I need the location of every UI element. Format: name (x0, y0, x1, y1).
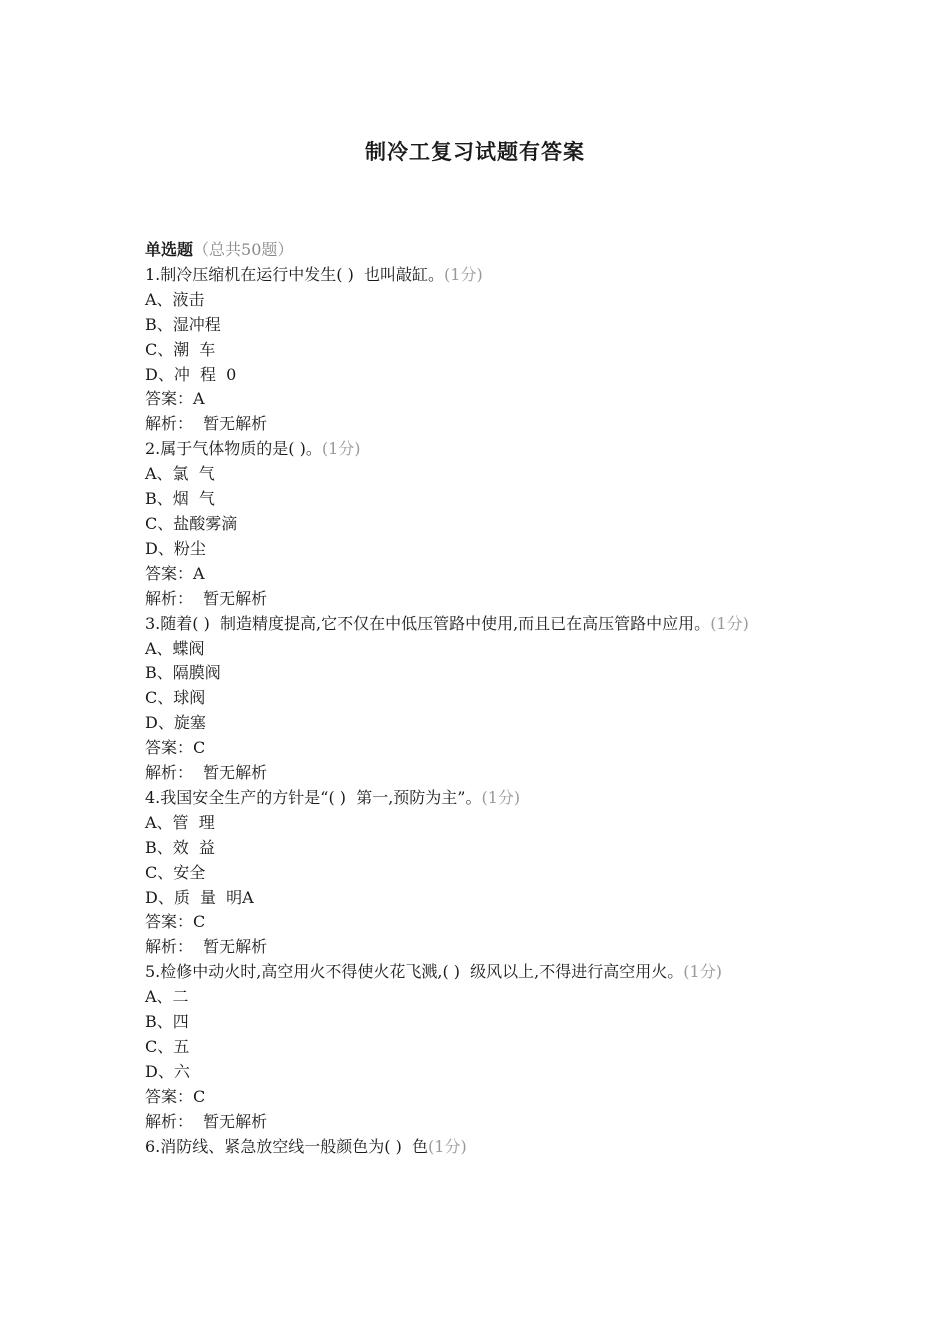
option-a: A、蝶阀 (145, 638, 205, 658)
analysis: 解析： 暂无解析 (145, 937, 268, 957)
option-a: A、管 理 (145, 812, 215, 832)
option-b: B、效 益 (145, 837, 215, 857)
option-b: B、烟 气 (145, 489, 215, 509)
answer: 答案：C (145, 738, 206, 758)
question-stem-text: 6.消防线、紧急放空线一般颜色为( ) 色 (145, 1136, 429, 1156)
analysis: 解析： 暂无解析 (145, 763, 268, 783)
analysis: 解析： 暂无解析 (145, 588, 268, 608)
option-c: C、盐酸雾滴 (145, 513, 238, 533)
option-c: C、潮 车 (145, 339, 216, 359)
question-score: (1分) (444, 264, 483, 284)
question-score: (1分) (481, 787, 521, 807)
option-a: A、二 (145, 987, 189, 1007)
question-stem-text: 1.制冷压缩机在运行中发生( ) 也叫敲缸。 (145, 264, 445, 284)
option-b: B、湿冲程 (145, 314, 221, 334)
question-list (145, 238, 805, 1160)
question-stem-text: 4.我国安全生产的方针是“( ) 第一,预防为主”。 (145, 787, 482, 807)
question-stem (145, 786, 805, 811)
option-d: D、旋塞 (145, 713, 206, 733)
section-heading (145, 238, 805, 263)
question-score: (1分) (683, 962, 722, 982)
option-d: D、质 量 明A (145, 887, 254, 907)
answer: 答案：A (145, 389, 205, 409)
question-stem (145, 437, 805, 462)
question-stem-text: 5.检修中动火时,高空用火不得使火花飞溅,( ) 级风以上,不得进行高空用火。 (145, 962, 684, 982)
option-a: A、氯 气 (145, 464, 215, 484)
question-stem (145, 1135, 805, 1160)
analysis: 解析： 暂无解析 (145, 414, 268, 434)
section-note: （总共50题） (193, 240, 294, 259)
question-stem (145, 960, 805, 985)
option-d: D、六 (145, 1061, 190, 1081)
question-score: (1分) (428, 1136, 467, 1156)
option-c: C、球阀 (145, 688, 206, 708)
answer: 答案：C (145, 1086, 206, 1106)
option-d: D、粉尘 (145, 538, 206, 558)
option-d: D、冲 程 0 (145, 364, 237, 384)
option-c: C、安全 (145, 862, 206, 882)
question-score: (1分) (710, 613, 749, 633)
question-score: (1分) (321, 439, 361, 459)
answer: 答案：A (145, 563, 205, 583)
question-stem (145, 612, 805, 637)
question-stem-text: 3.随着( ) 制造精度提高,它不仅在中低压管路中使用,而且已在高压管路中应用。 (145, 613, 711, 633)
question-stem-text: 2.属于气体物质的是( )。 (145, 439, 322, 459)
option-b: B、隔膜阀 (145, 663, 221, 683)
option-a: A、液击 (145, 289, 205, 309)
option-c: C、五 (145, 1037, 190, 1056)
question-stem (145, 263, 805, 288)
answer: 答案：C (145, 912, 206, 932)
analysis: 解析： 暂无解析 (145, 1111, 268, 1131)
option-b: B、四 (145, 1012, 189, 1032)
section-heading-text: 单选题 (145, 240, 194, 259)
document-title: 制冷工复习试题有答案 (365, 139, 585, 164)
